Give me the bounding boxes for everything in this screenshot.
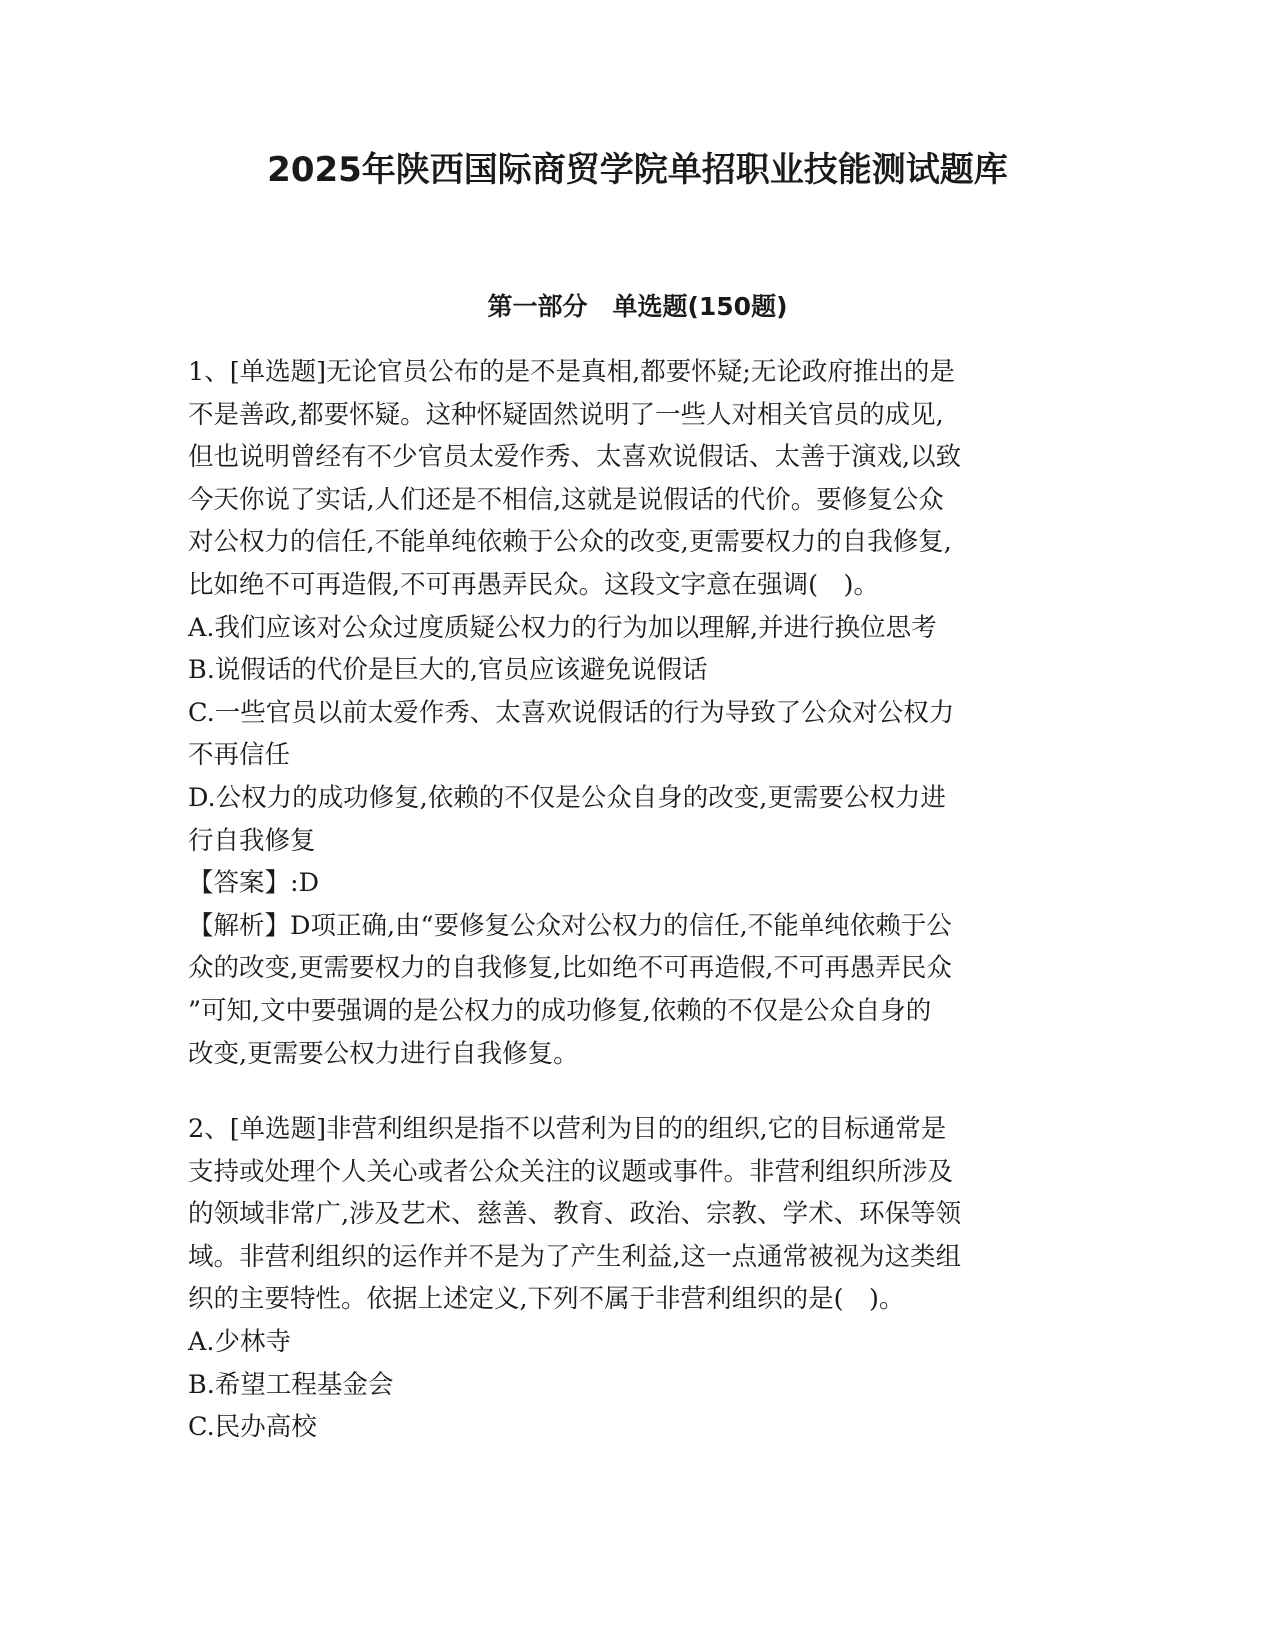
section-title: 第一部分 单选题(150题) xyxy=(487,292,788,321)
question-stem-line: 织的主要特性。依据上述定义,下列不属于非营利组织的是( )。 xyxy=(188,1284,905,1315)
explanation-line: ”可知,文中要强调的是公权力的成功修复,依赖的不仅是公众自身的 xyxy=(188,995,932,1026)
question-stem-line: 域。非营利组织的运作并不是为了产生利益,这一点通常被视为这类组 xyxy=(188,1241,962,1272)
option-d-continued: 行自我修复 xyxy=(188,825,316,856)
question-stem-line: 2、[单选题]非营利组织是指不以营利为目的的组织,它的目标通常是 xyxy=(188,1114,947,1144)
option-c: C.一些官员以前太爱作秀、太喜欢说假话的行为导致了公众对公权力 xyxy=(188,697,955,728)
option-b: B.希望工程基金会 xyxy=(188,1369,394,1400)
question-stem-line: 1、[单选题]无论官员公布的是不是真相,都要怀疑;无论政府推出的是 xyxy=(188,357,955,387)
option-a: A.少林寺 xyxy=(188,1326,292,1357)
question-stem-line: 比如绝不可再造假,不可再愚弄民众。这段文字意在强调( )。 xyxy=(188,569,880,600)
question-stem-line: 但也说明曾经有不少官员太爱作秀、太喜欢说假话、太善于演戏,以致 xyxy=(188,442,962,473)
option-b: B.说假话的代价是巨大的,官员应该避免说假话 xyxy=(188,655,708,686)
explanation-line: 【解析】D项正确,由“要修复公众对公权力的信任,不能单纯依赖于公 xyxy=(188,910,952,941)
question-stem-line: 今天你说了实话,人们还是不相信,这就是说假话的代价。要修复公众 xyxy=(188,484,944,515)
question-stem-line: 不是善政,都要怀疑。这种怀疑固然说明了一些人对相关官员的成见, xyxy=(188,399,944,430)
explanation-line: 改变,更需要公权力进行自我修复。 xyxy=(188,1038,579,1069)
option-c: C.民办高校 xyxy=(188,1412,317,1443)
question-stem-line: 的领域非常广,涉及艺术、慈善、教育、政治、宗教、学术、环保等领 xyxy=(188,1199,962,1230)
option-d: D.公权力的成功修复,依赖的不仅是公众自身的改变,更需要公权力进 xyxy=(188,782,946,813)
option-c-continued: 不再信任 xyxy=(188,740,291,771)
question-1 xyxy=(188,351,1088,1075)
question-stem-line: 支持或处理个人关心或者公众关注的议题或事件。非营利组织所涉及 xyxy=(188,1156,954,1187)
document-title: 2025年陕西国际商贸学院单招职业技能测试题库 xyxy=(267,150,1008,190)
question-stem-line: 对公权力的信任,不能单纯依赖于公众的改变,更需要权力的自我修复, xyxy=(188,527,952,558)
answer-line: 【答案】:D xyxy=(188,868,320,899)
explanation-line: 众的改变,更需要权力的自我修复,比如绝不可再造假,不可再愚弄民众 xyxy=(188,953,952,984)
question-2 xyxy=(188,1108,1088,1449)
option-a: A.我们应该对公众过度质疑公权力的行为加以理解,并进行换位思考 xyxy=(188,612,937,643)
